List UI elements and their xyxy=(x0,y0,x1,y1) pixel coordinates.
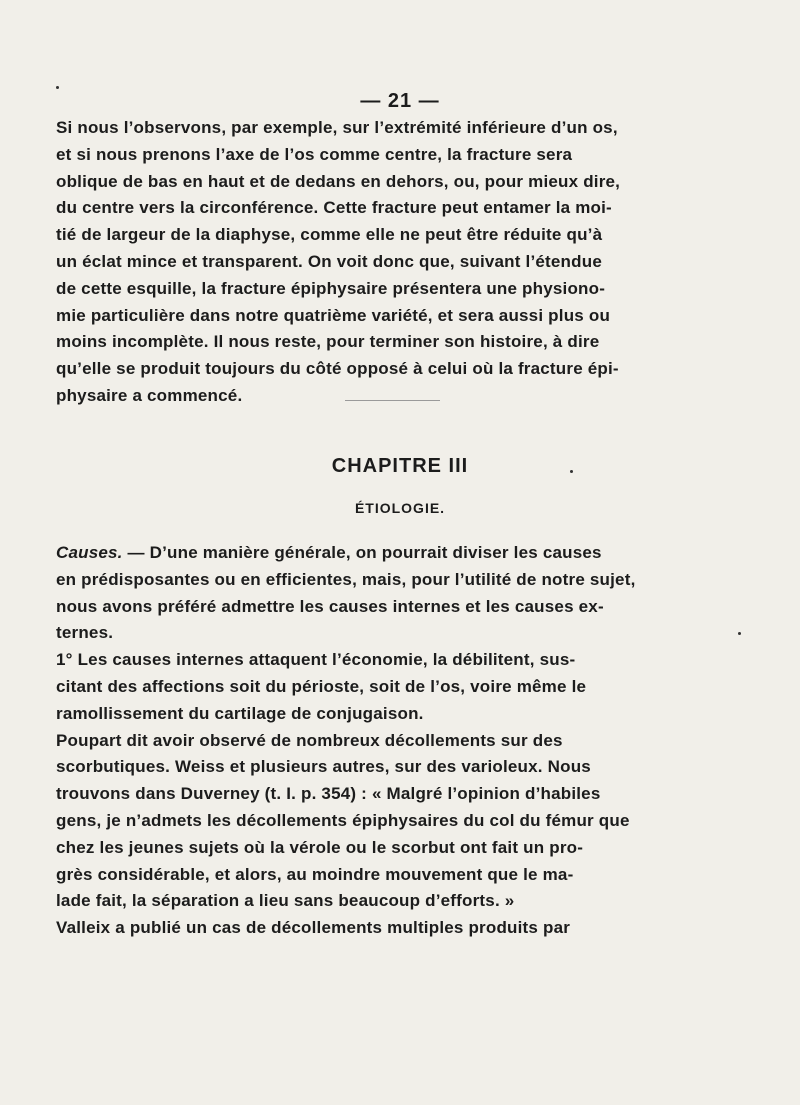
section-heading: ÉTIOLOGIE. xyxy=(354,500,446,516)
text-line: grès considérable, et alors, au moindre mouvement que le ma- xyxy=(56,864,574,884)
causes-intro: — D’une manière générale, on pourrait diviser les causes xyxy=(122,543,602,562)
text-line: de cette esquille, la fracture épiphysaire présentera une physiono- xyxy=(56,278,606,298)
text-line: et si nous prenons l’axe de l’os comme centre, la fracture sera xyxy=(56,144,573,164)
text-line: chez les jeunes sujets où la vérole ou le scorbut ont fait un pro- xyxy=(56,837,584,857)
paragraph-fracture-description xyxy=(56,115,766,410)
text-line: un éclat mince et transparent. On voit donc que, suivant l’étendue xyxy=(56,251,602,271)
text-line: Poupart dit avoir observé de nombreux décollements sur des xyxy=(56,730,563,750)
speck-mark xyxy=(56,86,59,89)
text-line: trouvons dans Duverney (t. I. p. 354) : « Malgré l’opinion d’habiles xyxy=(56,784,601,804)
text-line: ternes. xyxy=(56,623,114,643)
text-line: qu’elle se produit toujours du côté opposé à celui où la fracture épi- xyxy=(56,359,619,379)
text-line: scorbutiques. Weiss et plusieurs autres, sur des varioleux. Nous xyxy=(56,757,591,777)
causes-label: Causes. xyxy=(56,543,123,562)
text-line: gens, je n’admets les décollements épiphysaires du col du fémur que xyxy=(56,810,630,830)
text-line: moins incomplète. Il nous reste, pour terminer son histoire, à dire xyxy=(56,332,600,352)
text-line: oblique de bas en haut et de dedans en dehors, ou, pour mieux dire, xyxy=(56,171,621,191)
speck-mark xyxy=(570,470,573,473)
text-line: tié de largeur de la diaphyse, comme elle ne peut être réduite qu’à xyxy=(56,225,603,245)
text-line: du centre vers la circonférence. Cette fracture peut entamer la moi- xyxy=(56,198,612,218)
text-line: Valleix a publié un cas de décollements multiples produits par xyxy=(56,918,571,938)
text-line: ramollissement du cartilage de conjugaison. xyxy=(56,703,424,723)
etiology-body xyxy=(56,540,766,942)
text-line: en prédisposantes ou en efficientes, mais, pour l’utilité de notre sujet, xyxy=(56,569,636,589)
chapter-heading: CHAPITRE III xyxy=(331,455,469,477)
text-line: lade fait, la séparation a lieu sans beaucoup d’efforts. » xyxy=(56,891,515,911)
page-number: — 21 — xyxy=(360,90,440,112)
text-line: nous avons préféré admettre les causes internes et les causes ex- xyxy=(56,596,604,616)
section-divider xyxy=(345,400,440,401)
speck-mark xyxy=(738,632,741,635)
text-line: Si nous l’observons, par exemple, sur l’extrémité inférieure d’un os, xyxy=(56,118,618,137)
text-line: 1° Les causes internes attaquent l’économie, la débilitent, sus- xyxy=(56,650,576,670)
text-line: mie particulière dans notre quatrième variété, et sera aussi plus ou xyxy=(56,305,611,325)
text-line: physaire a commencé. xyxy=(56,385,243,405)
text-line xyxy=(56,540,766,567)
text-line: citant des affections soit du périoste, soit de l’os, voire même le xyxy=(56,676,587,696)
